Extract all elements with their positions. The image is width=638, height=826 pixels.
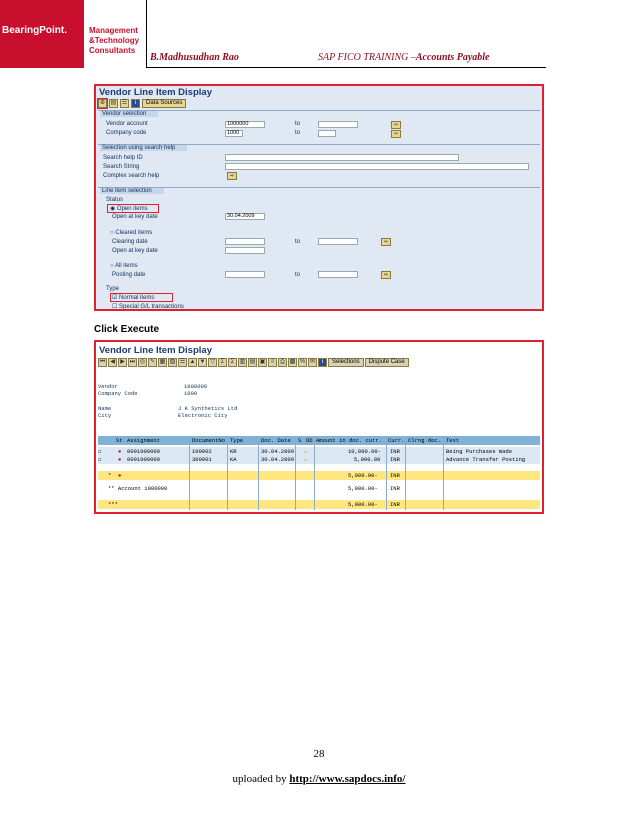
column-divider (258, 436, 259, 510)
source-link[interactable]: http://www.sapdocs.info/ (289, 773, 406, 785)
vendor-label: Vendor (98, 383, 118, 390)
posting-date-to-input[interactable] (318, 271, 358, 278)
filter-icon[interactable]: ▽ (208, 358, 217, 367)
section-heading: Line item selection (100, 188, 164, 194)
column-header[interactable]: DD (306, 437, 313, 444)
table-row[interactable] (98, 455, 540, 464)
to-label: to (295, 130, 301, 136)
open-at-key-date-label: Open at key date (112, 214, 158, 220)
header-rule (146, 67, 546, 68)
print-icon[interactable]: ⎙ (278, 358, 287, 367)
details-icon[interactable]: ☰ (179, 358, 186, 365)
next-page-icon[interactable]: ▶ (118, 358, 127, 367)
normal-items-checkbox[interactable]: ☑ Normal items (112, 295, 155, 301)
grand-total-amount: 5,000.00- (348, 501, 378, 508)
select-all-icon[interactable]: ▦ (159, 358, 166, 365)
column-divider (405, 436, 406, 510)
city-value: Electronic City (178, 412, 228, 419)
to-label: to (295, 121, 301, 127)
account-total-currency: INR (390, 485, 400, 492)
company-code-label: Company code (106, 130, 147, 136)
document-number-cell[interactable]: 300001 (192, 456, 212, 463)
status-label: Status (106, 197, 124, 203)
search-help-id-label: Search help ID (103, 155, 143, 161)
column-header[interactable]: St (116, 437, 123, 444)
subtotal-amount: 5,000.00- (348, 472, 378, 479)
save-layout-icon[interactable]: ▣ (259, 358, 266, 365)
currency-cell: INR (390, 456, 400, 463)
layout-icon[interactable]: ▥ (239, 358, 246, 365)
variant-list-icon[interactable]: ☰ (121, 99, 128, 106)
account-total-row (98, 484, 540, 493)
doc-date-cell: 30.04.2009 (261, 448, 295, 455)
assignment-cell: 0001000000 (127, 448, 161, 455)
uploaded-by: uploaded by http://www.sapdocs.info/ (232, 773, 406, 785)
open-at-key-date-label: Open at key date (112, 248, 158, 254)
name-value: J K Synthetics Ltd (178, 405, 238, 412)
graphic-icon[interactable]: ▩ (289, 358, 296, 365)
grand-total-row (98, 500, 540, 509)
text-cell: Advance Transfer Posting (446, 456, 526, 463)
column-divider (189, 436, 190, 510)
column-header[interactable]: Type (230, 437, 244, 444)
type-cell: KR (230, 448, 237, 455)
table-header (98, 436, 540, 445)
line-item-list-screen (94, 340, 544, 514)
column-header[interactable]: Text (446, 437, 460, 444)
column-divider (386, 436, 387, 510)
search-string-label: Search String (103, 164, 140, 170)
account-total-label: ** Account 1000000 (108, 485, 168, 492)
special-gl-checkbox[interactable]: ☐ Special G/L transactions (112, 304, 184, 310)
vendor-value: 1000000 (184, 383, 208, 390)
amount-cell: 5,000.00 (354, 456, 381, 463)
column-header[interactable]: Clrng doc. (408, 437, 442, 444)
amount-cell: 10,000.00- (348, 448, 382, 455)
subtotal-currency: INR (390, 472, 400, 479)
author-name: B.Madhusudhan Rao (150, 52, 239, 63)
change-document-icon[interactable]: ✎ (149, 358, 156, 365)
execute-icon[interactable]: ⊕ (99, 99, 106, 106)
complex-search-help-button[interactable]: ⇨ (227, 172, 237, 180)
cleared-items-radio[interactable]: ○ Cleared items (110, 230, 153, 236)
status-red-icon: ● (118, 456, 122, 463)
column-divider (443, 436, 444, 510)
column-divider (314, 436, 315, 510)
info-icon[interactable]: i (318, 358, 327, 367)
row-checkbox[interactable]: ☐ (98, 456, 102, 463)
vendor-account-label: Vendor account (106, 121, 148, 127)
column-divider (295, 436, 296, 510)
line-item-selection-section (98, 187, 540, 310)
sort-descending-icon[interactable]: ▼ (199, 358, 206, 365)
row-checkbox[interactable]: ☐ (98, 448, 102, 455)
company-code-value: 1000 (184, 390, 198, 397)
clearing-date-label: Clearing date (112, 239, 148, 245)
to-label: to (295, 272, 301, 278)
column-header[interactable]: S (298, 437, 302, 444)
multiple-selection-button[interactable]: ⇨ (381, 238, 391, 246)
clearing-date-to-input[interactable] (318, 238, 358, 245)
toolbar (98, 98, 186, 108)
mail-icon[interactable]: ✉ (309, 358, 316, 365)
page-number: 28 (313, 748, 325, 760)
choose-layout-icon[interactable]: ▤ (249, 358, 256, 365)
last-page-icon[interactable]: ⏭ (129, 358, 136, 365)
all-items-radio[interactable]: ○ All items (110, 263, 138, 269)
company-code-input[interactable]: 1000 (225, 130, 243, 137)
document-number-cell[interactable]: 100002 (192, 448, 212, 455)
vendor-account-input[interactable]: 1000000 (225, 121, 265, 128)
type-label: Type (106, 286, 120, 292)
caption: Click Execute (94, 324, 160, 335)
company-code-label: Company Code (98, 390, 138, 397)
first-page-icon[interactable]: ⏮ (99, 358, 106, 365)
screen-title: Vendor Line Item Display (99, 345, 212, 356)
subtotal-icon[interactable]: Σ (228, 358, 237, 367)
currency-cell: INR (390, 448, 400, 455)
due-warning-icon: ⚠ (304, 448, 308, 455)
vendor-account-to-input[interactable] (318, 121, 358, 128)
posting-date-input[interactable] (225, 271, 265, 278)
grand-total-currency: INR (390, 501, 400, 508)
sum-icon[interactable]: Σ (218, 358, 227, 367)
column-header[interactable]: Curr. (388, 437, 405, 444)
status-red-icon: ● (118, 472, 122, 479)
column-header[interactable]: Assignment (127, 437, 161, 444)
text-cell: Being Purchases made (446, 448, 513, 455)
header-divider (146, 0, 147, 68)
dispute-case-button[interactable]: Dispute Case (365, 358, 409, 367)
multiple-selection-button[interactable]: ⇨ (391, 121, 401, 129)
to-label: to (295, 239, 301, 245)
section-heading: Vendor selection (100, 111, 158, 117)
logo-name: BearingPoint. (2, 25, 68, 36)
column-header[interactable]: Amount in doc. curr. (316, 437, 383, 444)
status-red-icon: ● (118, 448, 122, 455)
city-label: City (98, 412, 112, 419)
course-title: SAP FICO TRAINING –Accounts Payable (318, 52, 490, 63)
multiple-selection-button[interactable]: ⇨ (391, 130, 401, 138)
assignment-cell: 0001000000 (127, 456, 161, 463)
data-sources-button[interactable]: Data Sources (142, 99, 186, 108)
posting-date-label: Posting date (112, 272, 146, 278)
name-label: Name (98, 405, 112, 412)
screen-title: Vendor Line Item Display (99, 87, 212, 98)
display-document-icon[interactable]: ◎ (139, 358, 146, 365)
column-divider (227, 436, 228, 510)
complex-search-help-label: Complex search help (103, 173, 160, 179)
previous-page-icon[interactable]: ◀ (108, 358, 117, 367)
selection-screen (94, 84, 544, 311)
clearing-date-input[interactable] (225, 238, 265, 245)
subtotal-row (98, 471, 540, 480)
section-heading: Selection using search help (100, 145, 187, 151)
search-string-input[interactable] (225, 163, 529, 170)
company-code-to-input[interactable] (318, 130, 336, 137)
multiple-selection-button[interactable]: ⇨ (381, 271, 391, 279)
type-cell: KA (230, 456, 237, 463)
abc-analysis-icon[interactable]: % (299, 358, 306, 365)
logo-subtitle: Management &Technology Consultants (89, 26, 140, 55)
save-variant-icon[interactable]: ▤ (110, 99, 117, 106)
doc-date-cell: 30.04.2009 (261, 456, 295, 463)
export-icon[interactable]: ⇩ (269, 358, 276, 365)
open-at-key-date-input[interactable]: 30.04.2009 (225, 213, 265, 220)
info-icon[interactable]: i (131, 99, 140, 108)
grand-total-label: *** (108, 501, 118, 508)
search-help-id-input[interactable] (225, 154, 459, 161)
selections-button[interactable]: Selections (328, 358, 364, 367)
column-header[interactable]: Doc. Date (261, 437, 291, 444)
due-warning-icon: ⚠ (304, 456, 308, 463)
open-items-radio[interactable]: ◉ Open items (110, 206, 148, 212)
list-toolbar (98, 357, 409, 367)
deselect-all-icon[interactable]: ▧ (169, 358, 176, 365)
sort-ascending-icon[interactable]: ▲ (189, 358, 196, 365)
vendor-selection-section (98, 110, 540, 145)
search-help-section (98, 144, 540, 183)
subtotal-mark: * (108, 472, 112, 479)
account-total-amount: 5,000.00- (348, 485, 378, 492)
column-header[interactable]: DocumentNo (192, 437, 226, 444)
open-at-key-date-input-2[interactable] (225, 247, 265, 254)
